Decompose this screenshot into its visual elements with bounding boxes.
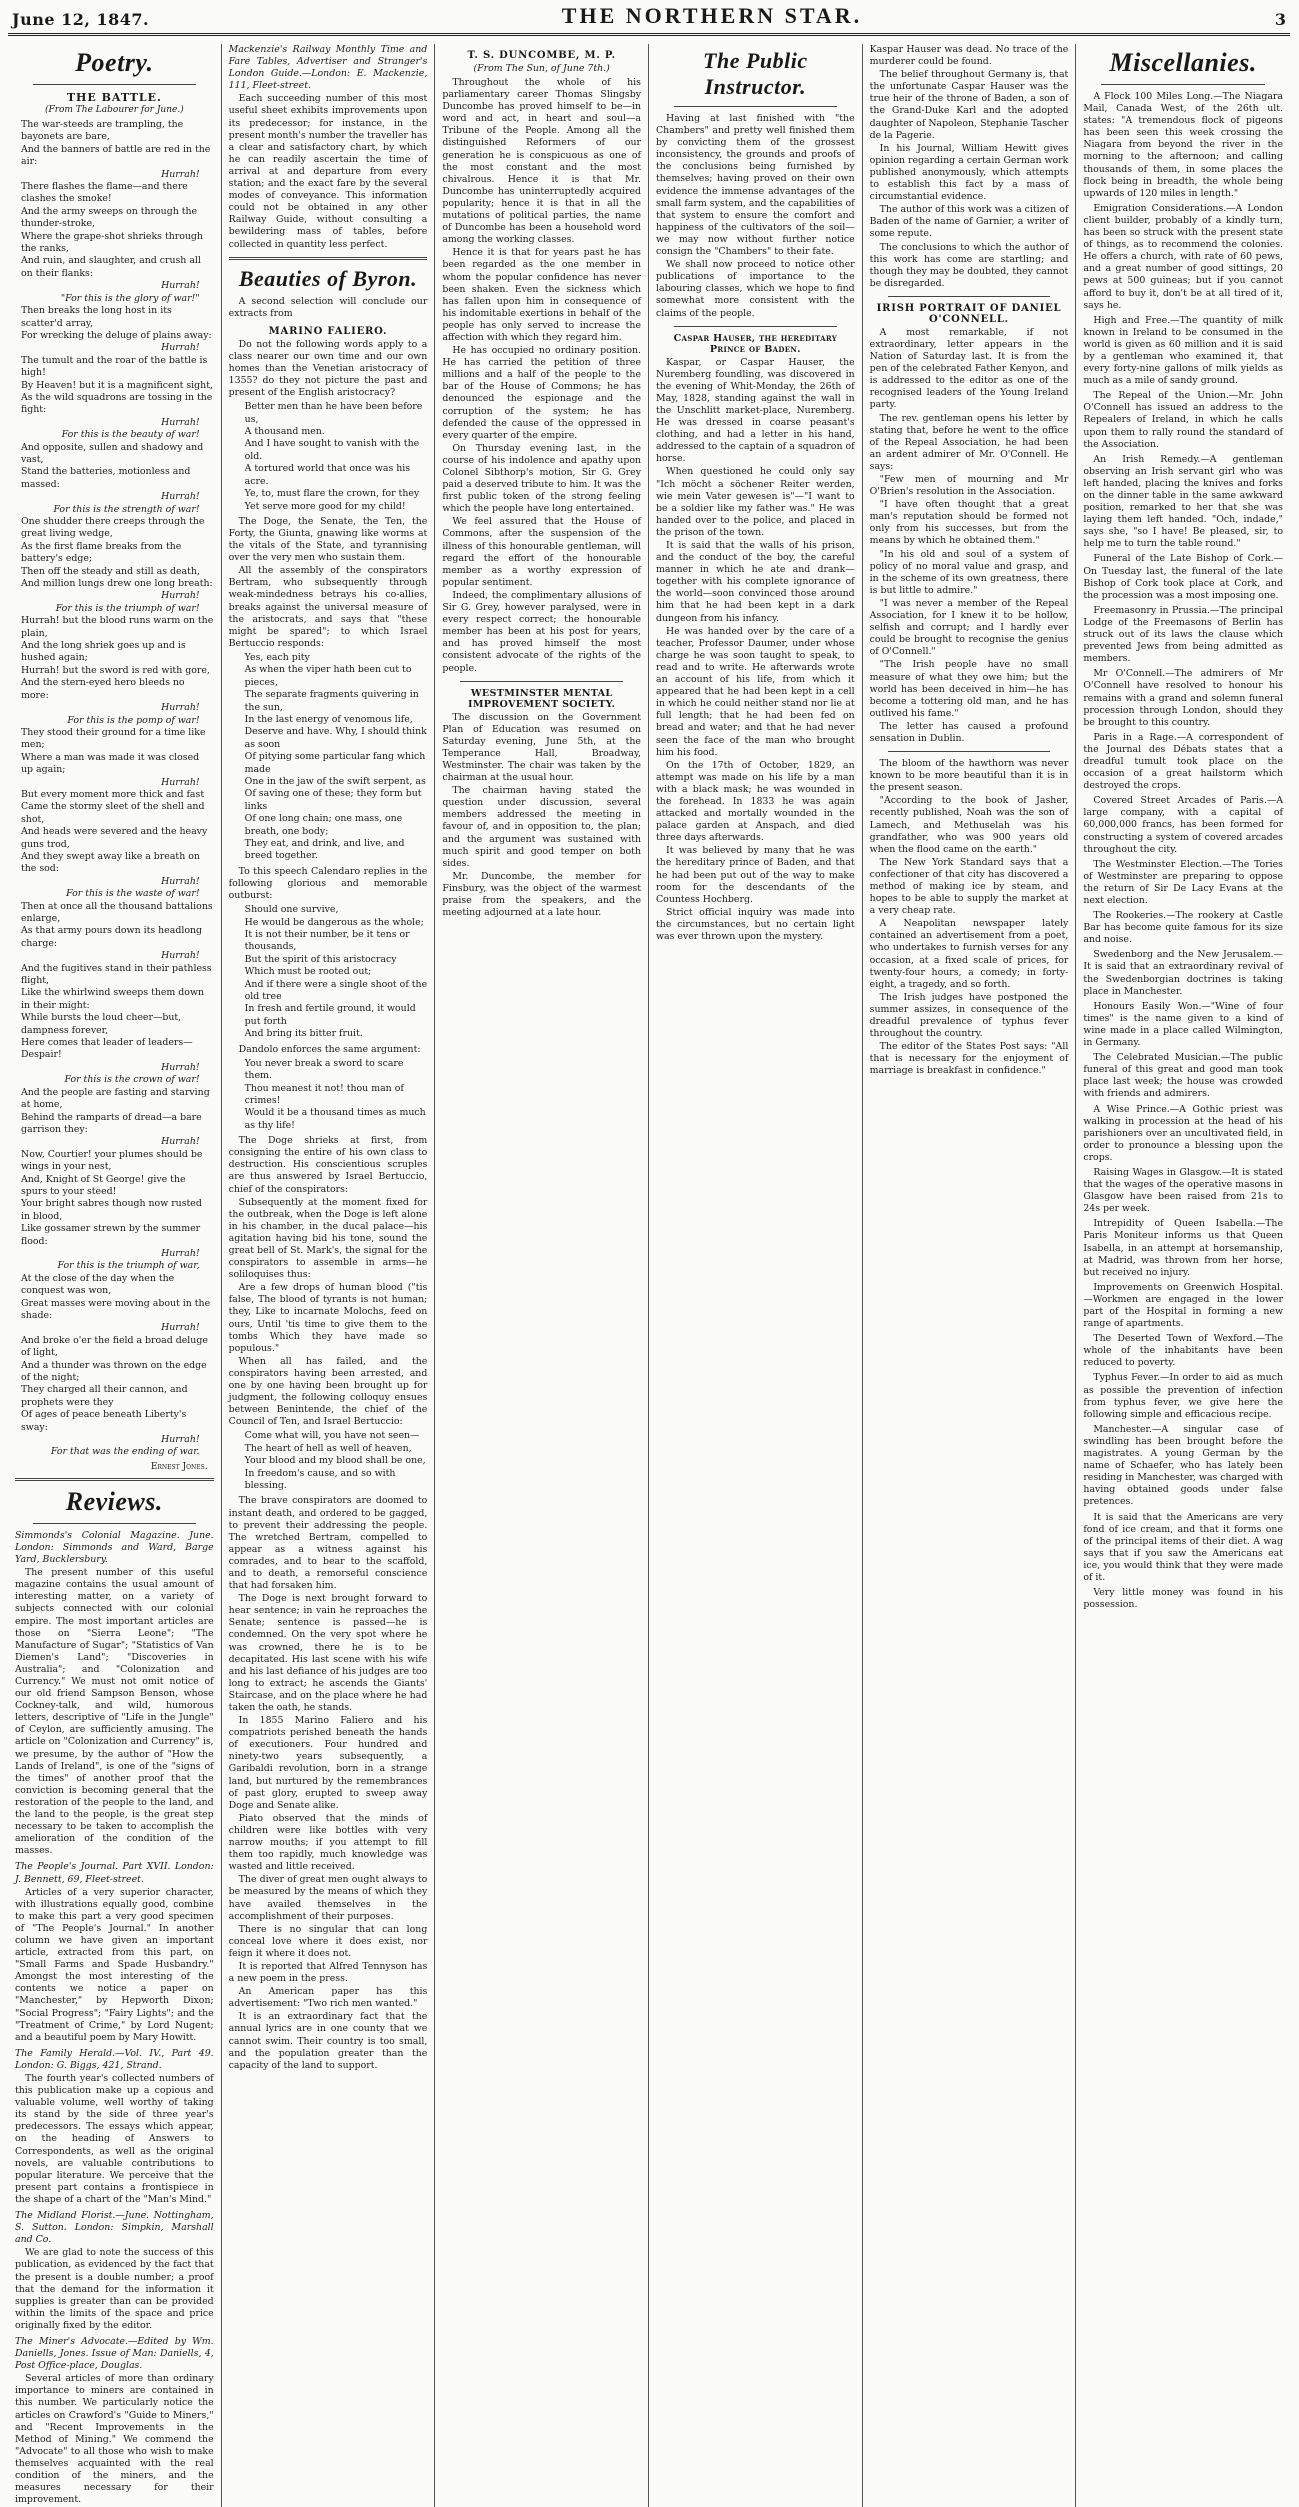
- article-paragraph: The discussion on the Government Plan of Education was resumed on Saturday evening, June 5th, at the Temperance Hall, Broadway, Westminster. The chair was taken by the chairman at the usual hour.: [442, 711, 641, 784]
- verse-line: Of pitying some particular fang which made: [244, 751, 426, 775]
- article-paragraph: We shall now proceed to notice other publications of importance to the labouring classes, which we hope to find somewhat more consistent with the claims of the people.: [656, 259, 855, 319]
- poem-line: As the first flame breaks from the battery's edge;: [21, 540, 182, 565]
- closing-line: [1083, 1587, 1283, 1611]
- verse-line: He would be dangerous as the whole;: [244, 916, 424, 928]
- society-article: [442, 712, 641, 920]
- short-paragraph: The editor of the States Post says: "All that is necessary for the enjoyment of marriage is breakfast in confidence.": [869, 1041, 1069, 1077]
- miscellany-item: Manchester.—A singular case of swindling has been brought before the magistrates. A young German by the name of Schaefer, who has lately been residing in Manchester, was charged with having obtained goods under false pretences.: [1083, 1423, 1283, 1508]
- poem-line: Then off the steady and still as death,: [21, 565, 200, 577]
- society-heading: WESTMINSTER MENTAL IMPROVEMENT SOCIETY.: [468, 687, 616, 710]
- verse-line: But the spirit of this aristocracy: [244, 953, 397, 965]
- poem-refrain: For this is the triumph of war!: [55, 602, 200, 614]
- newspaper-title: THE NORTHERN STAR.: [561, 3, 863, 28]
- divider: [15, 1478, 214, 1481]
- miscellany-item: The Deserted Town of Wexford.—The whole of the inhabitants have been reduced to poverty.: [1083, 1333, 1283, 1369]
- article-paragraph: The author of this work was a citizen of Baden of the name of Garnier, a writer of some repute.: [869, 204, 1069, 240]
- article-paragraph: On Thursday evening last, in the course of his indolence and apathy upon Colonel Sibthorp's motion, Sir G. Grey paid a deserved tribute to him. It was the first public token of the strong feeling which the people have long entertained.: [442, 442, 641, 515]
- poem-refrain: Hurrah!: [161, 280, 200, 292]
- article-paragraph: Kaspar, or Caspar Hauser, the Nuremberg foundling, was discovered in the evening of Whit-Monday, the 26th of May, 1828, standing against the wall in the Unschlitt market-place, Nuremberg. He was dressed in coarse peasant's clothing, and had a letter in his hand, addressed to the captain of a squadron of horse.: [656, 356, 855, 465]
- article-paragraph: When questioned he could only say "Ich möcht a söchener Reiter werden, wie mein Vater gewesen is"—"I want to be a soldier like my father was." He was handed over to the police, and placed in the prison of the town.: [656, 466, 855, 538]
- extract-paragraph: Dandolo enforces the same argument:: [238, 1043, 421, 1055]
- poem-refrain: Hurrah!: [161, 1061, 200, 1073]
- poem-refrain: Hurrah!: [161, 1136, 200, 1148]
- poem-line: And ruin, and slaughter, and crush all on their flanks:: [21, 255, 201, 279]
- verse-line: Yet serve more good for my child!: [244, 500, 406, 512]
- poem-source: (From The Labourer for June.): [44, 105, 184, 115]
- divider: [460, 681, 623, 682]
- verse-line: Your blood and my blood shall be one,: [244, 1455, 426, 1467]
- section-heading-reviews: Reviews.: [65, 1486, 163, 1516]
- poem-refrain: Hurrah!: [161, 342, 200, 354]
- verse-extract: [239, 1430, 428, 1492]
- article-paragraph: A most remarkable, if not extraordinary, letter appears in the Nation of Saturday last. It is from the pen of the celebrated Father Kenyon, and is addressed to the editor as one of the recognised leaders of the Young Ireland party.: [869, 326, 1069, 411]
- poem-line: And the long shriek goes up and is hushed again;: [21, 640, 186, 664]
- oconnell-heading: IRISH PORTRAIT OF DANIEL O'CONNELL.: [876, 302, 1062, 325]
- verse-line: Yes, each pity: [244, 651, 310, 663]
- section-heading-instructor: The Public Instructor.: [703, 48, 808, 99]
- divider: [229, 257, 428, 260]
- byron-extracts: [229, 339, 428, 2072]
- miscellany-item: High and Free.—The quantity of milk known in Ireland to be consumed in the world is given as 60 million and it is said by a gentleman who examined it, that every forty-nine gallons of milk yields as much as a mile of sandy ground.: [1083, 314, 1283, 387]
- extract-paragraph: The Doge, the Senate, the Ten, the Forty, the Giunta, gnawing like worms at the vitals of the State, and tyrannising over the very men who sustain them.: [228, 515, 428, 564]
- miscellany-item: The Repeal of the Union.—Mr. John O'Connell has issued an address to the Repealers of Ireland, in which he calls upon them to rally round the standard of the Association.: [1083, 390, 1283, 450]
- article-paragraph: Strict official inquiry was made into the circumstances, but no certain light was ever thrown upon the mystery.: [656, 906, 855, 942]
- short-paragraph: The New York Standard says that a confectioner of that city has discovered a method of making ice by steam, and hopes to be able to supply the market at a very cheap rate.: [869, 856, 1069, 917]
- extract-paragraph: All the assembly of the conspirators Bertram, who subsequently through weak-mindedness betrays his co-allies, breaks against the universal measure of the aristocrats, and says that "these might be spared"; to which Israel Bertuccio responds:: [228, 565, 428, 649]
- poem-line: For wrecking the deluge of plains away:: [21, 329, 212, 341]
- poem-line: Now, Courtier! your plumes should be wings in your nest,: [21, 1148, 203, 1173]
- reviews-list: [15, 1530, 214, 2506]
- masthead: [8, 3, 1290, 36]
- poem-line: They stood their ground for a time like men;: [21, 726, 206, 751]
- miscellany-item: A Flock 100 Miles Long.—The Niagara Mail, Canada West, of the 26th ult. states: "A tremendous flock of pigeons has been seen this week crossing the Niagara from beyond the river in the morning to the afternoon; and calling thousands of them, in some places the flock being in breadth, the whole being upwards of 120 miles in length.": [1083, 91, 1283, 199]
- verse-line: You never break a sword to scare them.: [244, 1057, 404, 1082]
- article-paragraph: "In his old and soul of a system of policy of no moral value and grasp, and in the scheme of its own greatness, there is but little to admire.": [869, 548, 1069, 596]
- poem-line: Like the whirlwind sweeps them down in their might:: [21, 987, 205, 1011]
- article-paragraph: On the 17th of October, 1829, an attempt was made on his life by a man with a black mask; he was wounded in the forehead. In 1833 he was again attacked and mortally wounded in the palace garden at Anspach, and died three days afterwards.: [656, 759, 855, 844]
- extract-paragraph: The diver of great men ought always to be measured by the means of which they have availed themselves in the accomplishment of their purposes.: [228, 1874, 428, 1922]
- mackenzie-notice: [229, 44, 428, 251]
- review-heading: The Midland Florist.—June. Nottingham, S. Sutton. London: Simpkin, Marshall and Co.: [15, 2210, 214, 2246]
- hauser-continued-body: [870, 69, 1069, 290]
- columns: [8, 44, 1290, 2506]
- short-paragraph: A Neapolitan newspaper lately contained an advertisement from a poet, who undertakes to furnish verses for any occasion, at a fixed scale of prices, for twenty-four hours, a comedy; in forty-eight, a tragedy, and so forth.: [869, 918, 1069, 990]
- miscellany-item: Mr O'Connell.—The admirers of Mr O'Connell have resolved to honour his remains with a grand and solemn funeral procession through London, should they be brought to this country.: [1083, 668, 1283, 728]
- article-paragraph: "I was never a member of the Repeal Association, for I knew it to be hollow, selfish and corrupt; and I hardly ever could be brought to recognise the genius of O'Connell.": [869, 597, 1069, 658]
- extract-paragraph: Piato observed that the minds of children were like bottles with very narrow mouths; if you attempt to fill them too rapidly, much knowledge was wasted and little received.: [228, 1812, 428, 1873]
- verse-line: Come what will, you have not seen—: [244, 1430, 420, 1442]
- article-paragraph: "The Irish people have no small measure of what they owe him; but the world has been deceived in him—he has become a tottering old man, and he has outlived his fame.": [869, 659, 1069, 719]
- verse-line: The separate fragments quivering in the sun,: [244, 689, 419, 713]
- poem-refrain: Hurrah!: [161, 875, 200, 887]
- poem-refrain: Hurrah!: [161, 416, 200, 428]
- newspaper-page: [8, 3, 1290, 2506]
- verse-line: Ye, to, must flare the crown, for they: [244, 488, 420, 500]
- verse-line: And bring its bitter fruit.: [244, 1028, 363, 1040]
- poem-refrain: Hurrah!: [161, 1434, 200, 1446]
- extract-paragraph: The Doge is next brought forward to hear sentence; in vain he reproaches the Senate; sentence is passed—he is condemned. On the very spot where he was crowned, there he is to be decapitated. His last scene with his wife and his last defiance of his judges are too long to extract; he ascends the Giants' Staircase, and on the place where he had taken the oath, he stands.: [228, 1593, 428, 1713]
- poem-line: And they swept away like a breath on the sod:: [21, 850, 200, 875]
- review-heading: The Family Herald.—Vol. IV., Part 49. London: G. Biggs, 421, Strand.: [15, 2047, 214, 2071]
- article-paragraph: The rev. gentleman opens his letter by stating that, before he went to the office of the Repeal Association, he had been an ardent admirer of Mr. O'Connell. He says:: [869, 412, 1069, 472]
- extract-paragraph: In 1855 Marino Faliero and his compatriots perished beneath the hands of executioners. Four hundred and ninety-two years subsequently, a Garibaldi revolution, born in a strange land, but nurtured by the remembrances of past glory, erupted to sweep away Doge and Senate alike.: [228, 1715, 428, 1811]
- short-paragraphs: [870, 758, 1069, 1077]
- miscellany-item: A Wise Prince.—A Gothic priest was walking in procession at the head of his parishioners over an uncultivated field, in order to pronounce a blessing upon the crops.: [1083, 1103, 1283, 1163]
- divider: [33, 84, 196, 85]
- article-paragraph: In his Journal, William Hewitt gives opinion regarding a certain German work published anonymously, which attempts to establish this fact by a mass of circumstantial evidence.: [869, 142, 1069, 203]
- column-6: [1076, 44, 1290, 2507]
- divider: [674, 326, 837, 327]
- short-paragraph: The bloom of the hawthorn was never known to be more beautiful than it is in the present season.: [869, 758, 1069, 794]
- verse-line: A thousand men.: [244, 426, 325, 438]
- duncombe-article: [442, 77, 641, 675]
- review-heading: The People's Journal. Part XVII. London: J. Bennett, 69, Fleet-street.: [15, 1861, 214, 1885]
- hauser-heading: Caspar Hauser, the hereditary Prince of Baden.: [673, 332, 838, 355]
- poem-line: And opposite, sullen and shadowy and vast,: [21, 441, 204, 465]
- divider: [674, 106, 837, 107]
- article-paragraph: The conclusions to which the author of this work has come are startling; and though they may be doubted, they cannot be disregarded.: [869, 241, 1069, 289]
- verse-line: In freedom's cause, and so with blessing.: [244, 1467, 396, 1491]
- verse-extract: [239, 904, 428, 1040]
- article-paragraph: Mr. Duncombe, the member for Finsbury, was the object of the warmest praise from the speakers, and the meeting adjourned at a late hour.: [442, 870, 641, 919]
- notice-heading: Mackenzie's Railway Monthly Time and Fare Tables, Advertiser and Stranger's London Guide.—London: E. Mackenzie, 111, Fleet-street.: [228, 44, 428, 92]
- review-text: The present number of this useful magazine contains the usual amount of interesting matter, on a variety of subjects connected with our colonial empire. The most important articles are those on "Sierra Leone"; "The Manufacture of Sugar"; "Statistics of Van Diemen's Land"; "Discoveries in Australia"; and "Colonization and Currency." We must not omit notice of our old friend Sampson Benson, whose Cockney-talk, and wild, humorous letters, descriptive of "Life in the Jungle" of Ceylon, are sufficiently amusing. The article on "Colonization and Currency" is, we presume, by the author of "How the Lands of Ireland", is one of the "signs of the times" of another proof that the conviction is becoming general that the restoration of the people to the land, and the land to the people, is the great step necessary to be taken to accomplish the amelioration of the condition of the masses.: [15, 1567, 214, 1857]
- review-text: We are glad to note the success of this publication, as evidenced by the fact that the present is a double number; a proof that the demand for the information it supplies is greater than can be provided within the limits of the space and price originally fixed by the editor.: [15, 2247, 214, 2331]
- miscellany-item: The Rookeries.—The rookery at Castle Bar has become quite famous for its size and noise.: [1083, 910, 1283, 946]
- column-1: [8, 44, 222, 2507]
- miscellanies-list: [1083, 91, 1283, 1584]
- review-heading: The Miner's Advocate.—Edited by Wm. Daniells, Jones. Issue of Man: Daniells, 4, Post Office-place, Douglas.: [15, 2335, 214, 2372]
- poem-line: And the stern-eyed hero bleeds no more:: [21, 677, 185, 701]
- verse-line: One in the jaw of the swift serpent, as: [244, 776, 426, 787]
- poem-refrain: For this is the triumph of war,: [57, 1260, 200, 1272]
- extract-paragraph: To this speech Calendaro replies in the following glorious and memorable outburst:: [228, 865, 428, 902]
- poem-line: Of ages of peace beneath Liberty's sway:: [21, 1409, 187, 1433]
- verse-line: It is not their number, be it tens or thousands,: [244, 928, 410, 953]
- poem-refrain: For this is the pomp of war!: [67, 714, 200, 726]
- verse-line: Of one long chain; one mass, one breath, one body;: [244, 813, 403, 837]
- poem-line: And the fugitives stand in their pathless flight,: [21, 962, 212, 987]
- review-text: The fourth year's collected numbers of this publication make up a copious and valuable volume, well worthy of taking its stand by the side of three year's predecessors. The essays which appear, on the heading of Answers to Correspondents, as well as the original novels, are valuable contributions to popular literature. We perceive that the present part contains a frontispiece in the shape of a chart of the "Man's Mind.": [15, 2073, 214, 2205]
- extract-paragraph: When all has failed, and the conspirators having been arrested, and one by one having been brought up for judgment, the following colloquy ensues between Benintende, the chief of the Council of Ten, and Israel Bertuccio:: [228, 1355, 428, 1428]
- short-paragraph: The Irish judges have postponed the summer assizes, in consequence of the dreadful prevalence of typhus fever throughout the country.: [869, 991, 1069, 1040]
- poem-line: And heads were severed and the heavy guns trod,: [21, 826, 208, 850]
- poem-refrain: Hurrah!: [161, 1247, 200, 1259]
- article-paragraph: Hence it is that for years past he has been regarded as the one member in whom the popular confidence has never been shaken. Even the sickness which has fallen upon him in consequence of his indomitable exertions in behalf of the people has only served to increase the affection with which they regard him.: [442, 247, 641, 343]
- poem-line: And million lungs drew one long breath:: [21, 578, 213, 590]
- extract-paragraph: Do not the following words apply to a class nearer our own time and our own homes than the Venetian aristocracy of 1355? do they not picture the past and present of the English aristocracy?: [228, 338, 428, 399]
- verse-line: They eat, and drink, and live, and breed together.: [244, 838, 405, 862]
- verse-line: Should one survive,: [244, 904, 339, 916]
- column-5: [863, 44, 1077, 2507]
- verse-line: And if there were a single shoot of the old tree: [244, 978, 428, 1002]
- poem-line: And a thunder was thrown on the edge of the night;: [21, 1359, 207, 1384]
- notice-text: Each succeeding number of this most useful sheet exhibits improvements upon its predecessor; for instance, in the present month's number the traveller has a clear and satisfactory chart, by which he can readily ascertain the time of arrival at and departure from every station; and the exact fare by the several modes of conveyance. This information could not be obtained in any other Railway Guide, without consulting a bewildering mass of tables, before collected in quantity less perfect.: [228, 93, 428, 250]
- poem-line: Then breaks the long host in its scatter'd array,: [21, 305, 172, 329]
- poem-line: And, Knight of St George! give the spurs to your steed!: [21, 1173, 186, 1197]
- article-paragraph: We feel assured that the House of Commons, after the suspension of the illness of this honourable gentleman, will regard the effort of the honourable member as a worthy expression of popular sentiment.: [442, 516, 641, 588]
- poem-line: By Heaven! but it is a magnificent sight,: [21, 379, 213, 391]
- miscellany-item: Raising Wages in Glasgow.—It is stated that the wages of the operative masons in Glasgow have been raised from 21s to 24s per week.: [1083, 1166, 1283, 1215]
- poem-line: And the people are fasting and starving at home,: [21, 1086, 210, 1111]
- column-4: [649, 44, 863, 2507]
- page-number: 3: [1274, 10, 1286, 29]
- poem-refrain: For this is the crown of war!: [64, 1074, 200, 1086]
- issue-date: June 12, 1847.: [12, 10, 150, 29]
- verse-line: As when the viper hath been cut to pieces,: [244, 664, 412, 688]
- poem-refrain: Hurrah!: [161, 168, 200, 180]
- extract-paragraph: The brave conspirators are doomed to instant death, and ordered to be gagged, to prevent their addressing the people. The wretched Bertram, compelled to appear as a witness against his comrades, and to bear to the scaffold, and to death, a remorseful conscience that had forsaken him.: [228, 1495, 428, 1592]
- column-3: [435, 44, 649, 2507]
- hauser-article: [656, 357, 855, 944]
- poem-line: Hurrah! but the sword is red with gore,: [21, 664, 210, 676]
- review-text: Several articles of more than ordinary importance to miners are contained in this number. We particularly notice the articles on Crawford's "Guide to Miners," and "Recent Improvements in the Method of Mining." We commend the "Advocate" to all those who wish to make themselves acquainted with the real condition of the miners, and the measures necessary for their improvement.: [15, 2373, 214, 2506]
- article-paragraph: It was believed by many that he was the hereditary prince of Baden, and that he had been put out of the way to make room for the descendants of the Countess Hochberg.: [656, 845, 855, 905]
- extract-paragraph: There is no singular that can long conceal love where it does exist, nor feign it where it does not.: [228, 1923, 428, 1959]
- poem-body: [15, 119, 214, 1459]
- verse-extract: [239, 652, 428, 863]
- poem-line: The war-steeds are trampling, the bayonets are bare,: [21, 119, 184, 143]
- extract-paragraph: It is an extraordinary fact that the annual lyrics are in one county that we cannot swim. Their country is too small, and the population greater than the capacity of the land to support.: [228, 2011, 428, 2071]
- poem-refrain: Hurrah!: [161, 776, 200, 788]
- article-paragraph: He has occupied no ordinary position. He has carried the petition of three millions and a half of the people to the bar of the House of Commons; he has denounced the espionage and the corruption of the system; he has defended the cause of the oppressed in every quarter of the empire.: [442, 345, 641, 441]
- hauser-continued: [870, 44, 1069, 68]
- poem-line: As the wild squadrons are tossing in the fight:: [21, 391, 213, 416]
- miscellany-item: It is said that the Americans are very fond of ice cream, and that it forms one of the principal items of their diet. A wag says that if you saw the Americans eat ice, you would think that they were made of it.: [1083, 1511, 1283, 1583]
- poem-line: At the close of the day when the conquest was won,: [21, 1272, 175, 1297]
- review-heading: Simmonds's Colonial Magazine. June. London: Simmonds and Ward, Barge Yard, Bucklersbury.: [15, 1529, 214, 1566]
- section-heading-miscellanies: Miscellanies.: [1109, 48, 1257, 77]
- divider: [33, 1523, 196, 1524]
- miscellany-item: Intrepidity of Queen Isabella.—The Paris Moniteur informs us that Queen Isabella, in an attempt at horsemanship, at Madrid, was thrown from her horse, but received no injury.: [1083, 1218, 1283, 1278]
- verse-line: Which must be rooted out;: [244, 966, 372, 978]
- play-title: MARINO FALIERO.: [268, 325, 388, 337]
- poem-refrain: For this is the beauty of war!: [61, 429, 200, 441]
- verse-extract: [239, 401, 428, 513]
- poem-line: Stand the batteries, motionless and massed:: [21, 466, 191, 490]
- divider: [1101, 84, 1265, 85]
- article-paragraph: The chairman having stated the question under discussion, several members addressed the meeting in favour of, and in opposition to, the plan; and the argument was sustained with much spirit and good temper on both sides.: [442, 785, 641, 869]
- hauser-continued-text: Kaspar Hauser was dead. No trace of the murderer could be found.: [869, 44, 1069, 68]
- poem-refrain: Hurrah!: [161, 702, 200, 714]
- extract-paragraph: Are a few drops of human blood ("tis false, The blood of tyrants is not human; they, Like to incarnate Molochs, feed on ours, Until 'tis time to give them to the tombs Which they have made so populous.": [228, 1282, 428, 1354]
- verse-line: The heart of hell as well of heaven,: [244, 1442, 412, 1454]
- verse-line: And I have sought to vanish with the old.: [244, 438, 420, 462]
- poem-line: They charged all their cannon, and prophets were they: [21, 1384, 188, 1408]
- miscellany-item: Freemasonry in Prussia.—The principal Lodge of the Freemasons of Berlin has struck out of its laws the clause which prevented Jews from being admitted as members.: [1083, 604, 1283, 665]
- miscellany-item: Paris in a Rage.—A correspondent of the Journal des Débats states that a dreadful tumult took place on the occasion of a great hailstorm which destroyed the crops.: [1083, 731, 1283, 792]
- extract-paragraph: Subsequently at the moment fixed for the outbreak, when the Doge is left alone in his chamber, in the ducal palace—his agitation having bid his tone, sound the great bell of St. Mark's, the signal for the conspirators to assemble in arms—he soliloquises thus:: [228, 1196, 428, 1281]
- poem-line: The tumult and the roar of the battle is high!: [21, 354, 208, 379]
- article-paragraph: He was handed over by the care of a teacher, Professor Daumer, under whose charge he was soon taught to speak, to read and to write. He afterwards wrote an account of his life, from which it appeared that he had been kept in a cell in which he could neither stand nor lie at full length; that he had been fed on bread and water; and that he had never seen the face of the man who brought him his food.: [656, 625, 855, 758]
- miscellany-item: The Westminster Election.—The Tories of Westminster are preparing to oppose the return of Sir De Lacy Evans at the next election.: [1083, 858, 1283, 906]
- poem-line: Hurrah! but the blood runs warm on the plain,: [21, 615, 214, 639]
- duncombe-heading: T. S. DUNCOMBE, M. P.: [467, 50, 616, 61]
- poem-line: As that army pours down its headlong charge:: [21, 925, 202, 949]
- article-paragraph: The letter has caused a profound sensation in Dublin.: [869, 720, 1069, 744]
- poem-line: Here comes that leader of leaders—Despair!: [21, 1037, 193, 1061]
- poem-title: THE BATTLE.: [66, 91, 162, 104]
- poem-refrain: For that was the ending of war.: [50, 1446, 200, 1458]
- poem-refrain: Hurrah!: [161, 950, 200, 962]
- verse-line: In the last energy of venomous life,: [244, 713, 413, 725]
- closing-text: Very little money was found in his possession.: [1083, 1587, 1283, 1611]
- instructor-intro: [656, 113, 855, 320]
- verse-line: Better men than he have been before us,: [244, 401, 423, 425]
- duncombe-source: (From The Sun, of June 7th.): [473, 63, 610, 74]
- article-paragraph: Indeed, the complimentary allusions of Sir G. Grey, however paralysed, were in every respect correct; the honourable member has been at his post for years, and has proved himself the most consistent advocate of the rights of the people.: [442, 589, 641, 674]
- article-paragraph: It is said that the walls of his prison, and the conduct of the boy, the careful manner in which he ate and drank—together with his complete ignorance of the world—soon convinced those around him that he had been kept in a dark dungeon from his infancy.: [656, 540, 855, 624]
- miscellany-item: Honours Easily Won.—"Wine of four times" is the name given to a kind of wine made in a place called Wilmington, in Germany.: [1083, 1000, 1283, 1049]
- divider: [888, 751, 1051, 752]
- poem-refrain: Hurrah!: [161, 590, 200, 602]
- poem-line: While bursts the loud cheer—but, dampness forever,: [21, 1012, 182, 1036]
- poem-line: Behind the ramparts of dread—a bare garrison they:: [21, 1111, 202, 1135]
- verse-line: Deserve and have. Why, I should think as soon: [244, 726, 427, 750]
- section-heading-poetry: Poetry.: [75, 48, 154, 77]
- divider: [888, 296, 1051, 297]
- miscellany-item: Improvements on Greenwich Hospital.—Workmen are engaged in the lower part of the Hospital in forming a new range of apartments.: [1083, 1281, 1283, 1330]
- poem-refrain: Hurrah!: [161, 1322, 200, 1334]
- miscellany-item: Covered Street Arcades of Paris.—A large company, with a capital of 60,000,000 francs, has been formed for constructing a system of covered arcades throughout the city.: [1083, 795, 1283, 855]
- extract-paragraph: The Doge shrieks at first, from consigning the entire of his own class to destruction. His conscientious scruples are thus answered by Israel Bertuccio, chief of the conspirators:: [228, 1135, 428, 1195]
- poem-line: And broke o'er the field a broad deluge of light,: [21, 1334, 208, 1359]
- poem-line: There flashes the flame—and there clashes the smoke!: [21, 181, 188, 205]
- poem-line: And the army sweeps on through the thunder-stroke,: [21, 205, 198, 230]
- verse-line: In fresh and fertile ground, it would put forth: [244, 1003, 416, 1027]
- poem-refrain: Hurrah!: [161, 491, 200, 503]
- poem-refrain: For this is the strength of war!: [53, 503, 200, 515]
- verse-line: Of saving one of these; they form but links: [244, 788, 422, 812]
- poem-line: Your bright sabres though now rusted in blood,: [21, 1198, 202, 1222]
- miscellany-item: Funeral of the Late Bishop of Cork.—On Tuesday last, the funeral of the late Bishop of Cork took place at Cork, and the procession was a most imposing one.: [1083, 553, 1283, 601]
- miscellany-item: Typhus Fever.—In order to aid as much as possible the prevention of infection from typhus fever, we give here the following simple and efficacious recipe.: [1083, 1372, 1283, 1420]
- miscellany-item: The Celebrated Musician.—The public funeral of this great and good man took place last week; the house was crowded with friends and admirers.: [1083, 1052, 1283, 1100]
- article-paragraph: Throughout the whole of his parliamentary career Thomas Slingsby Duncombe has proved himself to be—in word and act, in heart and soul—a Tribune of the People. Among all the distinguished Reformers of our generation he is conspicuous as one of the most constant and the most chivalrous. Hence it is that Mr. Duncombe has uninterruptedly acquired popularity; hence it is that in all the mutations of political parties, the name of Duncombe has been a household word among the working classes.: [442, 77, 641, 246]
- verse-line: Would it be a thousand times as much as thy life!: [244, 1107, 426, 1131]
- verse-line: Thou meanest it not! thou man of crimes!: [244, 1082, 404, 1106]
- poem-line: One shudder there creeps through the great living wedge,: [21, 516, 205, 540]
- poem-refrain: For this is the waste of war!: [66, 888, 200, 900]
- section-heading-byron: Beauties of Byron.: [238, 265, 418, 291]
- extract-paragraph: It is reported that Alfred Tennyson has a new poem in the press.: [228, 1960, 428, 1985]
- oconnell-article: [870, 327, 1069, 745]
- byron-intro-text: A second selection will conclude our extracts from: [228, 295, 428, 319]
- article-paragraph: Having at last finished with "the Chambers" and pretty well finished them by convicting them of the grossest inconsistency, the grounds and proofs of the conclusions being furnished by themselves; having proved on their own evidence the immense advantages of the small farm system, and the capabilities of that system to ensure the comfort and happiness of the cultivators of the soil—we may now without further notice consign the "Chambers" to their fate.: [656, 113, 855, 258]
- miscellany-item: Emigration Considerations.—A London client builder, probably of a kindly turn, has been so struck with the present state of things, as to recommend the colonies. He offers a church, with rate of 60 pews, and a great number of good sittings, 20 pews at 500 guineas; but if you cannot afford to buy it, don't be at all tired of it, says he.: [1083, 202, 1283, 311]
- byron-intro: [229, 296, 428, 320]
- article-paragraph: "Few men of mourning and Mr O'Brien's resolution in the Association.: [869, 474, 1069, 498]
- column-2: [222, 44, 436, 2507]
- short-paragraph: "According to the book of Jasher, recently published, Noah was the son of Lamech, and Methuselah was his grandfather, who was 900 years old when the flood came on the earth.": [869, 795, 1069, 855]
- article-paragraph: "I have often thought that a great man's reputation should be formed not only from his successes, but from the means by which he obtained them.": [869, 499, 1069, 547]
- miscellany-item: Swedenborg and the New Jerusalem.—It is said that an extraordinary revival of the Swedenborgian doctrines is taking place in Manchester.: [1083, 949, 1283, 997]
- review-text: Articles of a very superior character, with illustrations equally good, combine to make this part a very good specimen of "The People's Journal." In another column we have given an important article, extracted from this part, on "Small Farms and Spade Husbandry." Amongst the most interesting of the contents we notice a paper on "Manchester," by Hepworth Dixon; "Social Progress"; "Fairy Lights"; and the "Treatment of Crime," by Lord Nugent; and a beautiful poem by Mary Howitt.: [15, 1886, 214, 2043]
- poem-line: But every moment more thick and fast: [21, 788, 205, 800]
- poem-line: And the banners of battle are red in the air:: [21, 143, 211, 168]
- poem-author: Ernest Jones.: [150, 1461, 208, 1472]
- extract-paragraph: An American paper has this advertisement: "Two rich men wanted.": [228, 1986, 428, 2010]
- verse-line: A tortured world that once was his acre.: [244, 463, 411, 487]
- poem-line: Where a man was made it was closed up again;: [21, 751, 200, 776]
- poem-line: Like gossamer strewn by the summer flood:: [21, 1223, 201, 1247]
- poem-line: Great masses were moving about in the shade:: [21, 1297, 211, 1321]
- article-paragraph: The belief throughout Germany is, that the unfortunate Caspar Hauser was the true heir of the throne of Baden, a son of the Grand-Duke Karl and the adopted daughter of Napoleon, Stephanie Tascher de la Pagerie.: [869, 69, 1069, 141]
- verse-extract: [239, 1058, 428, 1132]
- poem-line: Then at once all the thousand battalions enlarge,: [21, 900, 213, 924]
- poem-line: Came the stormy sleet of the shell and shot,: [21, 801, 205, 825]
- poem-line: Where the grape-shot shrieks through the ranks,: [21, 230, 203, 255]
- poem-refrain: "For this is the glory of war!": [60, 292, 200, 304]
- miscellany-item: An Irish Remedy.—A gentleman observing an Irish servant girl who was left handed, placing the knives and forks on the dinner table in the same awkward position, remarked to her that she was laying them left handed. "Och, indade," says she, "so I have! Be pleased, sir, to help me to turn the table round.": [1083, 453, 1283, 550]
